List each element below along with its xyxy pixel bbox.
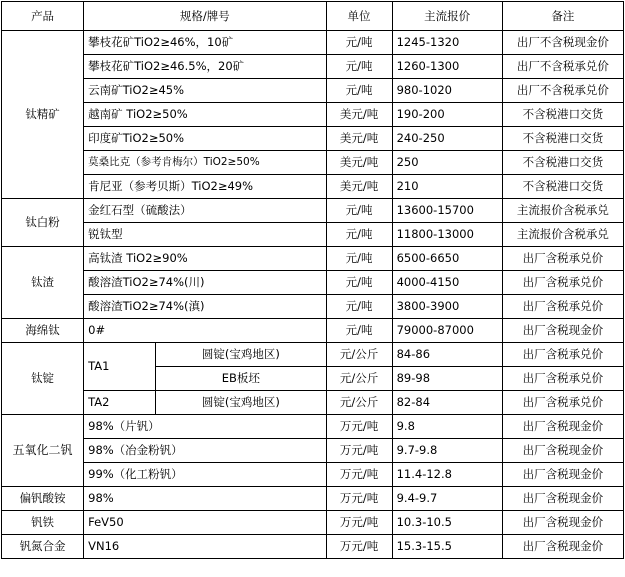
price-table — [1, 1, 624, 559]
table-row — [2, 127, 624, 151]
price-cell: 11800-13000 — [392, 223, 502, 247]
unit-cell: 元/吨 — [326, 295, 392, 319]
category-cell: 五氧化二钒 — [2, 415, 84, 487]
note-cell: 不含税港口交货 — [502, 151, 623, 175]
unit-cell: 元/吨 — [326, 79, 392, 103]
unit-cell: 美元/吨 — [326, 175, 392, 199]
note-cell: 出厂含税现金价 — [502, 415, 623, 439]
note-cell: 出厂含税现金价 — [502, 463, 623, 487]
table-row — [2, 223, 624, 247]
note-cell: 出厂不含税承兑价 — [502, 79, 623, 103]
note-cell: 不含税港口交货 — [502, 103, 623, 127]
price-cell: 210 — [392, 175, 502, 199]
table-row — [2, 31, 624, 55]
unit-cell: 美元/吨 — [326, 127, 392, 151]
unit-cell: 万元/吨 — [326, 511, 392, 535]
spec-cell: 99%（化工粉钒） — [84, 463, 326, 487]
table-row — [2, 295, 624, 319]
table-header-row — [2, 2, 624, 31]
table-row — [2, 199, 624, 223]
price-cell: 250 — [392, 151, 502, 175]
price-cell: 3800-3900 — [392, 295, 502, 319]
spec-cell: 高钛渣 TiO2≥90% — [84, 247, 326, 271]
table-row — [2, 247, 624, 271]
unit-cell: 美元/吨 — [326, 151, 392, 175]
unit-cell: 万元/吨 — [326, 487, 392, 511]
unit-cell: 元/吨 — [326, 31, 392, 55]
spec-cell: 印度矿TiO2≥50% — [84, 127, 326, 151]
table-row — [2, 391, 624, 415]
spec-cell: 0# — [84, 319, 326, 343]
note-cell: 出厂不含税承兑价 — [502, 55, 623, 79]
price-cell: 9.8 — [392, 415, 502, 439]
table-row — [2, 535, 624, 559]
table-row — [2, 343, 624, 367]
price-cell: 10.3-10.5 — [392, 511, 502, 535]
column-header-product: 产品 — [2, 2, 84, 31]
unit-cell: 元/公斤 — [326, 343, 392, 367]
spec-cell: 98%（冶金粉钒） — [84, 439, 326, 463]
price-cell: 79000-87000 — [392, 319, 502, 343]
price-cell: 9.4-9.7 — [392, 487, 502, 511]
spec-cell: 攀枝花矿TiO2≥46.5%，20矿 — [84, 55, 326, 79]
note-cell: 出厂含税现金价 — [502, 439, 623, 463]
spec-cell: FeV50 — [84, 511, 326, 535]
table-row — [2, 151, 624, 175]
price-cell: 15.3-15.5 — [392, 535, 502, 559]
unit-cell: 元/公斤 — [326, 391, 392, 415]
price-cell: 240-250 — [392, 127, 502, 151]
unit-cell: 元/吨 — [326, 271, 392, 295]
price-cell: 1245-1320 — [392, 31, 502, 55]
unit-cell: 元/吨 — [326, 247, 392, 271]
price-cell: 82-84 — [392, 391, 502, 415]
unit-cell: 万元/吨 — [326, 535, 392, 559]
table-row — [2, 487, 624, 511]
category-cell: 钛精矿 — [2, 31, 84, 199]
spec-cell: 攀枝花矿TiO2≥46%，10矿 — [84, 31, 326, 55]
note-cell: 出厂含税承兑价 — [502, 367, 623, 391]
table-row — [2, 439, 624, 463]
table-row — [2, 175, 624, 199]
spec-cell: 酸溶渣TiO2≥74%(滇) — [84, 295, 326, 319]
unit-cell: 元/吨 — [326, 199, 392, 223]
price-cell: 9.7-9.8 — [392, 439, 502, 463]
spec-cell: VN16 — [84, 535, 326, 559]
table-row — [2, 511, 624, 535]
unit-cell: 万元/吨 — [326, 463, 392, 487]
spec-cell: 98% — [84, 487, 326, 511]
note-cell: 主流报价含税承兑 — [502, 223, 623, 247]
note-cell: 主流报价含税承兑 — [502, 199, 623, 223]
unit-cell: 万元/吨 — [326, 415, 392, 439]
spec-cell: 98%（片钒） — [84, 415, 326, 439]
note-cell: 出厂含税现金价 — [502, 535, 623, 559]
note-cell: 不含税港口交货 — [502, 127, 623, 151]
unit-cell: 元/吨 — [326, 319, 392, 343]
price-cell: 6500-6650 — [392, 247, 502, 271]
grade-cell: TA1 — [84, 343, 156, 391]
table-row — [2, 415, 624, 439]
unit-cell: 美元/吨 — [326, 103, 392, 127]
spec-cell: 金红石型（硫酸法） — [84, 199, 326, 223]
note-cell: 出厂含税现金价 — [502, 511, 623, 535]
table-row — [2, 271, 624, 295]
note-cell: 不含税港口交货 — [502, 175, 623, 199]
note-cell: 出厂不含税现金价 — [502, 31, 623, 55]
column-header-price: 主流报价 — [392, 2, 502, 31]
note-cell: 出厂含税承兑价 — [502, 247, 623, 271]
note-cell: 出厂含税承兑价 — [502, 271, 623, 295]
spec-cell: 圆锭(宝鸡地区) — [156, 343, 326, 367]
column-header-note: 备注 — [502, 2, 623, 31]
category-cell: 钒铁 — [2, 511, 84, 535]
spec-cell: 莫桑比克（参考肯梅尔）TiO2≥50% — [84, 151, 326, 175]
unit-cell: 元/公斤 — [326, 367, 392, 391]
price-cell: 89-98 — [392, 367, 502, 391]
spec-cell: 肯尼亚（参考贝斯）TiO2≥49% — [84, 175, 326, 199]
category-cell: 钛白粉 — [2, 199, 84, 247]
table-row — [2, 463, 624, 487]
table-row — [2, 79, 624, 103]
price-cell: 13600-15700 — [392, 199, 502, 223]
note-cell: 出厂含税承兑价 — [502, 343, 623, 367]
category-cell: 钛渣 — [2, 247, 84, 319]
category-cell: 海绵钛 — [2, 319, 84, 343]
category-cell: 钒氮合金 — [2, 535, 84, 559]
category-cell: 钛锭 — [2, 343, 84, 415]
unit-cell: 元/吨 — [326, 55, 392, 79]
table-row — [2, 319, 624, 343]
spec-cell: 圆锭(宝鸡地区) — [156, 391, 326, 415]
unit-cell: 元/吨 — [326, 223, 392, 247]
table-row — [2, 55, 624, 79]
price-cell: 11.4-12.8 — [392, 463, 502, 487]
price-cell: 980-1020 — [392, 79, 502, 103]
note-cell: 出厂含税现金价 — [502, 319, 623, 343]
price-cell: 190-200 — [392, 103, 502, 127]
category-cell: 偏钒酸铵 — [2, 487, 84, 511]
unit-cell: 万元/吨 — [326, 439, 392, 463]
price-cell: 1260-1300 — [392, 55, 502, 79]
column-header-spec: 规格/牌号 — [84, 2, 326, 31]
price-cell: 84-86 — [392, 343, 502, 367]
column-header-unit: 单位 — [326, 2, 392, 31]
note-cell: 出厂含税承兑价 — [502, 391, 623, 415]
spec-cell: EB板坯 — [156, 367, 326, 391]
spec-cell: 酸溶渣TiO2≥74%(川) — [84, 271, 326, 295]
grade-cell: TA2 — [84, 391, 156, 415]
note-cell: 出厂含税承兑价 — [502, 295, 623, 319]
spec-cell: 锐钛型 — [84, 223, 326, 247]
spec-cell: 越南矿 TiO2≥50% — [84, 103, 326, 127]
price-cell: 4000-4150 — [392, 271, 502, 295]
table-row — [2, 103, 624, 127]
spec-cell: 云南矿TiO2≥45% — [84, 79, 326, 103]
note-cell: 出厂含税现金价 — [502, 487, 623, 511]
